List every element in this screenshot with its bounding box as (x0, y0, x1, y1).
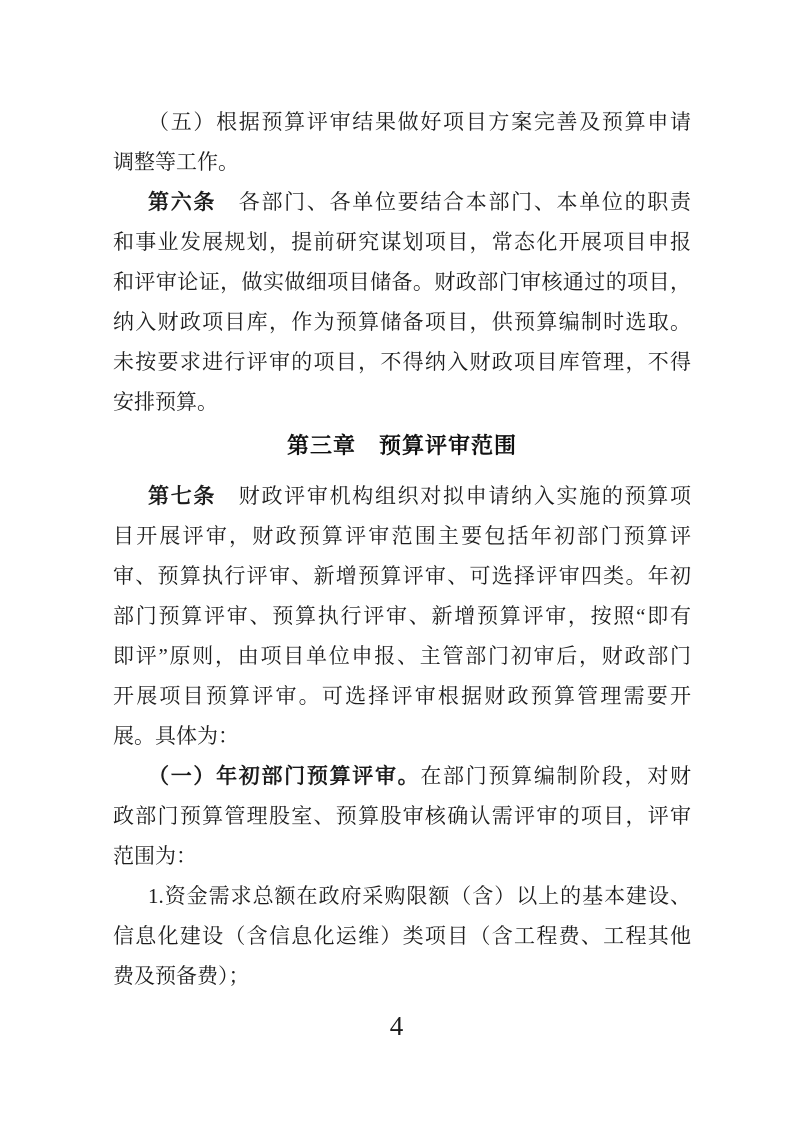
text-run: 开展项目预算评审。可选择评审根据财政预算管理需要开 (113, 684, 691, 708)
article-number-bold: 第七条 (148, 485, 217, 508)
text-line (113, 382, 691, 422)
text-line (113, 596, 691, 636)
text-run: 目开展评审，财政预算评审范围主要包括年初部门预算评 (113, 524, 691, 548)
text-run: 和事业发展规划，提前研究谋划项目，常态化开展项目申报 (113, 230, 691, 254)
text-run: 财政评审机构组织对拟申请纳入实施的预算项 (216, 484, 691, 508)
text-line (113, 916, 691, 956)
text-run: 和评审论证，做实做细项目储备。财政部门审核通过的项目， (113, 270, 691, 294)
text-run: 在部门预算编制阶段，对财 (420, 764, 691, 788)
item-title-bold: （一）年初部门预算评审。 (148, 765, 421, 788)
text-line (113, 182, 691, 222)
text-line (113, 956, 691, 996)
text-run: 即评”原则，由项目单位申报、主管部门初审后，财政部门 (113, 644, 691, 668)
text-run: 纳入财政项目库，作为预算储备项目，供预算编制时选取。 (113, 310, 691, 334)
text-run: 1.资金需求总额在政府采购限额（含）以上的基本建设、 (148, 884, 691, 908)
text-run: 安排预算。 (113, 390, 218, 414)
text-run: 调整等工作。 (113, 150, 239, 174)
text-run: 未按要求进行评审的项目，不得纳入财政项目库管理，不得 (113, 350, 691, 374)
text-line (113, 142, 691, 182)
text-line (113, 342, 691, 382)
text-run: 政部门预算管理股室、预算股审核确认需评审的项目，评审 (113, 804, 691, 828)
page-number: 4 (389, 1011, 404, 1041)
text-line (113, 636, 691, 676)
text-run: 部门预算评审、预算执行评审、新增预算评审，按照“即有 (113, 604, 691, 628)
text-line (113, 222, 691, 262)
text-line (113, 102, 691, 142)
text-line (113, 716, 691, 756)
text-line (113, 302, 691, 342)
text-run: 各部门、各单位要结合本部门、本单位的职责 (216, 190, 691, 214)
text-line (113, 262, 691, 302)
text-run: 范围为： (113, 844, 197, 868)
text-line (113, 756, 691, 796)
chapter-heading: 第三章 预算评审范围 (286, 433, 517, 458)
document-body (113, 102, 691, 996)
text-line (113, 476, 691, 516)
text-run: 审、预算执行评审、新增预算评审、可选择评审四类。年初 (113, 564, 691, 588)
text-run: 费及预备费）； (113, 964, 250, 988)
text-line (113, 676, 691, 716)
text-run: （五）根据预算评审结果做好项目方案完善及预算申请 (148, 110, 691, 134)
text-line (113, 876, 691, 916)
text-line (113, 516, 691, 556)
text-line (113, 836, 691, 876)
text-line (113, 556, 691, 596)
text-run: 展。具体为： (113, 724, 239, 748)
article-number-bold: 第六条 (148, 191, 217, 214)
text-line (113, 796, 691, 836)
text-run: 信息化建设（含信息化运维）类项目（含工程费、工程其他 (113, 924, 691, 948)
